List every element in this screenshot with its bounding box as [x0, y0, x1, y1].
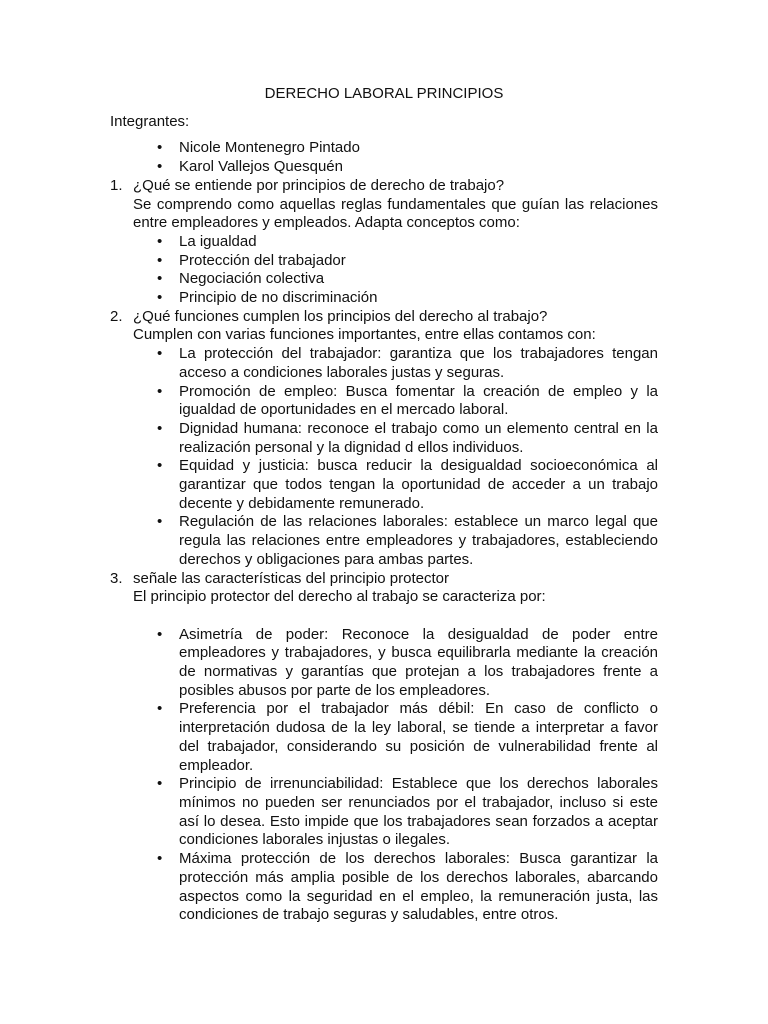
- list-item: [156, 420, 658, 457]
- list-item-text: Preferencia por el trabajador más débil: En caso de conflicto o interpretación dudosa de la ley laboral, se tiende a interpretar a favor del trabajador, considerando su posición de vulnerabilidad frente al empleador.: [179, 700, 658, 774]
- list-item: [156, 850, 658, 925]
- list-item: [156, 457, 658, 513]
- bullet-icon: •: [157, 251, 163, 269]
- list-item: [156, 383, 658, 420]
- answer-list: [133, 345, 658, 569]
- question-1: [110, 177, 658, 308]
- answer-list: [133, 233, 658, 308]
- bullet-icon: •: [157, 382, 163, 400]
- list-item-text: Regulación de las relaciones laborales: establece un marco legal que regula las relaciones entre empleadores y trabajadores, estableciendo derechos y obligaciones para ambas partes.: [179, 513, 658, 568]
- bullet-icon: •: [157, 775, 163, 793]
- member-item: [156, 139, 658, 158]
- bullet-icon: •: [157, 270, 163, 288]
- list-item-text: Máxima protección de los derechos laborales: Busca garantizar la protección más amplia posible de los derechos laborales, abarcando aspectos como la seguridad en el empleo, la remuneración justa, las condiciones de trabajo seguras y saludables, entre otros.: [179, 850, 658, 924]
- members-label: Integrantes:: [110, 112, 190, 130]
- bullet-icon: •: [157, 625, 163, 643]
- members-list: [110, 139, 658, 176]
- answer-text: Cumplen con varias funciones importantes, entre ellas contamos con:: [133, 326, 596, 344]
- list-item: [156, 270, 658, 289]
- question-number: 3.: [110, 569, 123, 587]
- list-item: [156, 513, 658, 569]
- answer-text: Se comprendo como aquellas reglas fundamentales que guían las relaciones entre empleadores y empleados. Adapta conceptos como:: [133, 195, 658, 232]
- list-item-text: Principio de no discriminación: [179, 289, 378, 307]
- list-item: [156, 233, 658, 252]
- list-item: [156, 345, 658, 382]
- bullet-icon: •: [157, 289, 163, 307]
- question-text: ¿Qué funciones cumplen los principios del derecho al trabajo?: [133, 307, 548, 325]
- list-item-text: La protección del trabajador: garantiza que los trabajadores tengan acceso a condiciones laborales justas y seguras.: [179, 345, 658, 381]
- bullet-icon: •: [157, 419, 163, 437]
- bullet-icon: •: [157, 700, 163, 718]
- question-text: señale las características del principio protector: [133, 569, 449, 587]
- bullet-icon: •: [157, 139, 163, 157]
- question-text: ¿Qué se entiende por principios de derecho de trabajo?: [133, 176, 505, 194]
- questions-list: [110, 177, 658, 925]
- list-item-text: La igualdad: [179, 232, 257, 250]
- bullet-icon: •: [157, 513, 163, 531]
- list-item: [156, 252, 658, 271]
- list-item-text: Promoción de empleo: Busca fomentar la creación de empleo y la igualdad de oportunidades en el mercado laboral.: [179, 382, 658, 419]
- list-item-text: Asimetría de poder: Reconoce la desigualdad de poder entre empleadores y trabajadores, y busca equilibrarla mediante la creación de normativas y garantías que protejan a los trabajadores frente a posibles abusos por parte de los empleadores.: [179, 625, 658, 699]
- bullet-icon: •: [157, 232, 163, 250]
- question-number: 1.: [110, 176, 123, 194]
- list-item: [156, 626, 658, 701]
- document-title: DERECHO LABORAL PRINCIPIOS: [264, 85, 504, 102]
- blank-line: [133, 607, 658, 626]
- list-item-text: Equidad y justicia: busca reducir la desigualdad socioeconómica al garantizar que todos tengan la oportunidad de acceder a un trabajo decente y debidamente remunerado.: [179, 457, 658, 512]
- bullet-icon: •: [157, 850, 163, 868]
- bullet-icon: •: [157, 345, 163, 363]
- member-name: Karol Vallejos Quesquén: [179, 158, 343, 176]
- list-item-text: Negociación colectiva: [179, 270, 325, 288]
- question-3: [110, 570, 658, 925]
- list-item: [156, 775, 658, 850]
- answer-text: El principio protector del derecho al trabajo se caracteriza por:: [133, 588, 546, 606]
- bullet-icon: •: [157, 158, 163, 176]
- answer-list: [133, 626, 658, 925]
- question-number: 2.: [110, 307, 123, 325]
- bullet-icon: •: [157, 457, 163, 475]
- list-item: [156, 700, 658, 775]
- list-item-text: Principio de irrenunciabilidad: Establece que los derechos laborales mínimos no pueden ser renunciados por el trabajador, incluso si este así lo desea. Esto impide que los trabajadores sean forzados a aceptar condiciones laborales injustas o ilegales.: [179, 775, 658, 849]
- member-item: [156, 158, 658, 177]
- question-2: [110, 308, 658, 570]
- list-item-text: Protección del trabajador: [179, 251, 346, 269]
- member-name: Nicole Montenegro Pintado: [179, 139, 360, 157]
- list-item-text: Dignidad humana: reconoce el trabajo como un elemento central en la realización personal y la dignidad d ellos individuos.: [179, 419, 658, 456]
- list-item: [156, 289, 658, 308]
